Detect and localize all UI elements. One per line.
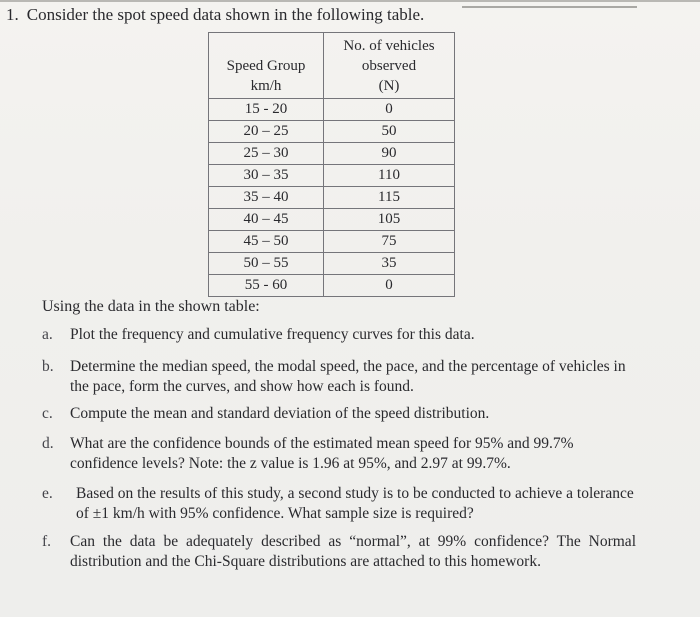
item-letter: b. [42,358,54,375]
header-vehicles-observed: No. of vehicles observed (N) [324,33,455,99]
speed-cell: 20 – 25 [209,121,324,143]
table-row [209,143,455,165]
table-row [209,275,455,297]
table-row [209,165,455,187]
speed-cell: 25 – 30 [209,143,324,165]
question-title [6,5,424,25]
instructions-intro: Using the data in the shown table: [42,298,260,315]
top-border-line [0,0,700,2]
count-cell: 105 [324,209,455,231]
table-row [209,121,455,143]
table-row [209,187,455,209]
table-row [209,231,455,253]
table-row [209,209,455,231]
count-cell: 115 [324,187,455,209]
item-letter: d. [42,435,54,452]
spot-speed-table [208,32,455,297]
separator-rule [462,6,637,8]
speed-cell: 15 - 20 [209,99,324,121]
count-cell: 0 [324,275,455,297]
question-number: 1. [6,5,19,24]
item-text: Can the data be adequately described as “normal”, at 99% confidence? The Normal distribution and the Chi-Square distributions are attached to this homework. [70,533,636,570]
item-text: What are the confidence bounds of the estimated mean speed for 95% and 99.7% confidence levels? Note: the z value is 1.96 at 95%, and 2.97 at 99.7%. [70,435,574,472]
count-cell: 110 [324,165,455,187]
item-letter: a. [42,326,53,343]
item-text: Compute the mean and standard deviation of the speed distribution. [70,405,490,422]
item-letter: f. [42,533,52,550]
count-cell: 50 [324,121,455,143]
speed-cell: 30 – 35 [209,165,324,187]
item-text: Determine the median speed, the modal speed, the pace, and the percentage of vehicles in the pace, form the curves, and show how each is found. [70,358,626,395]
count-cell: 90 [324,143,455,165]
count-cell: 75 [324,231,455,253]
table-row [209,99,455,121]
speed-cell: 40 – 45 [209,209,324,231]
header-speed-group: Speed Group km/h [209,33,324,99]
table-header-row [209,33,455,99]
speed-cell: 35 – 40 [209,187,324,209]
speed-cell: 55 - 60 [209,275,324,297]
table-row [209,253,455,275]
item-letter: e. [42,485,53,502]
item-text: Plot the frequency and cumulative frequency curves for this data. [70,326,475,343]
item-text: Based on the results of this study, a second study is to be conducted to achieve a tolerance of ±1 km/h with 95% confidence. What sample size is required? [76,485,634,522]
question-text: Consider the spot speed data shown in the following table. [26,5,425,24]
speed-cell: 50 – 55 [209,253,324,275]
speed-cell: 45 – 50 [209,231,324,253]
count-cell: 35 [324,253,455,275]
item-letter: c. [42,405,53,422]
count-cell: 0 [324,99,455,121]
